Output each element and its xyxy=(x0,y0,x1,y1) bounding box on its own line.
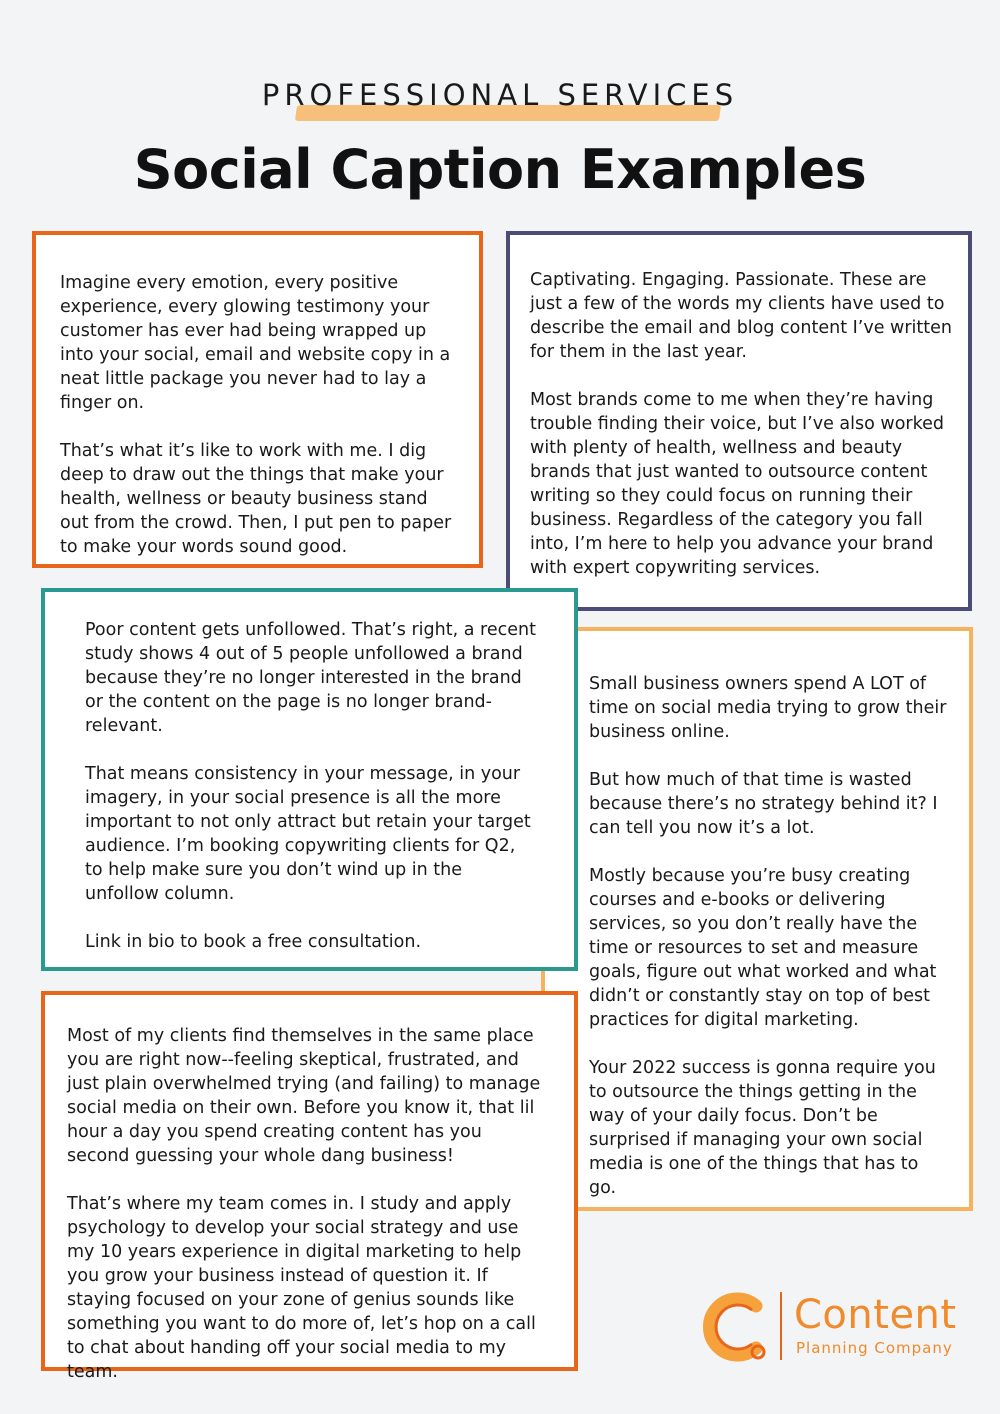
caption-paragraph: Most brands come to me when they’re having trouble finding their voice, but I’ve also worked with plenty of health, wellness and beauty brands that just wanted to outsource content writing so they could focus on running their business. Regardless of the category you fall into, I’m here to help you advance your brand with expert copywriting services. xyxy=(530,390,945,578)
caption-paragraph: Poor content gets unfollowed. That’s right, a recent study shows 4 out of 5 people unfollowed a brand because they’re no longer interested in the brand or the content on the page is no longer brand-relevant. xyxy=(85,620,536,736)
caption-paragraph: Link in bio to book a free consultation. xyxy=(85,932,422,952)
caption-paragraph: Imagine every emotion, every positive experience, every glowing testimony your customer has ever had being wrapped up into your social, email and website copy in a neat little package you never had to lay a finger on. xyxy=(60,273,451,413)
caption-paragraph: Small business owners spend A LOT of time on social media trying to grow their business online. xyxy=(589,674,947,742)
eyebrow-heading xyxy=(256,78,744,112)
company-logo xyxy=(700,1286,970,1366)
page-title: Social Caption Examples xyxy=(133,138,867,201)
caption-paragraph: That’s where my team comes in. I study and apply psychology to develop your social strategy and use my 10 years experience in digital marketing to help you grow your business instead of question it. If staying focused on your zone of genius sounds like something you want to do more of, let’s hop on a call to chat about handing off your social media to my team. xyxy=(67,1194,536,1382)
logo-name: Content xyxy=(794,1292,957,1338)
caption-card-2 xyxy=(506,231,972,611)
eyebrow-text: PROFESSIONAL SERVICES xyxy=(261,78,739,112)
caption-paragraph: But how much of that time is wasted because there’s no strategy behind it? I can tell you now it’s a lot. xyxy=(589,770,938,838)
header xyxy=(0,78,1000,112)
caption-paragraph: Your 2022 success is gonna require you to outsource the things getting in the way of your daily focus. Don’t be surprised if managing your own social media is one of the things that has to go. xyxy=(589,1058,936,1198)
caption-paragraph: Mostly because you’re busy creating courses and e-books or delivering services, so you don’t really have the time or resources to set and measure goals, figure out what worked and what didn’t or constantly stay on top of best practices for digital marketing. xyxy=(589,866,937,1030)
caption-card-1 xyxy=(32,231,483,568)
caption-card-4 xyxy=(541,627,973,1211)
caption-paragraph: That means consistency in your message, in your imagery, in your social presence is all the more important to not only attract but retain your target audience. I’m booking copywriting clients for Q2, to help make sure you don’t wind up in the unfollow column. xyxy=(85,764,531,904)
content-c-logo-icon xyxy=(700,1286,780,1366)
caption-card-3 xyxy=(41,588,578,971)
logo-divider xyxy=(780,1292,782,1360)
caption-paragraph: That’s what it’s like to work with me. I dig deep to draw out the things that make your health, wellness or beauty business stand out from the crowd. Then, I put pen to paper to make your words sound good. xyxy=(60,441,452,557)
caption-paragraph: Captivating. Engaging. Passionate. These are just a few of the words my clients have used to describe the email and blog content I’ve written for them in the last year. xyxy=(530,270,952,362)
caption-card-5 xyxy=(41,991,578,1382)
logo-subtitle: Planning Company xyxy=(796,1339,953,1357)
caption-paragraph: Most of my clients find themselves in the same place you are right now--feeling skeptical, frustrated, and just plain overwhelmed trying (and failing) to manage social media on their own. Before you know it, that lil hour a day you spend creating content has you second guessing your whole dang business! xyxy=(67,1026,541,1166)
